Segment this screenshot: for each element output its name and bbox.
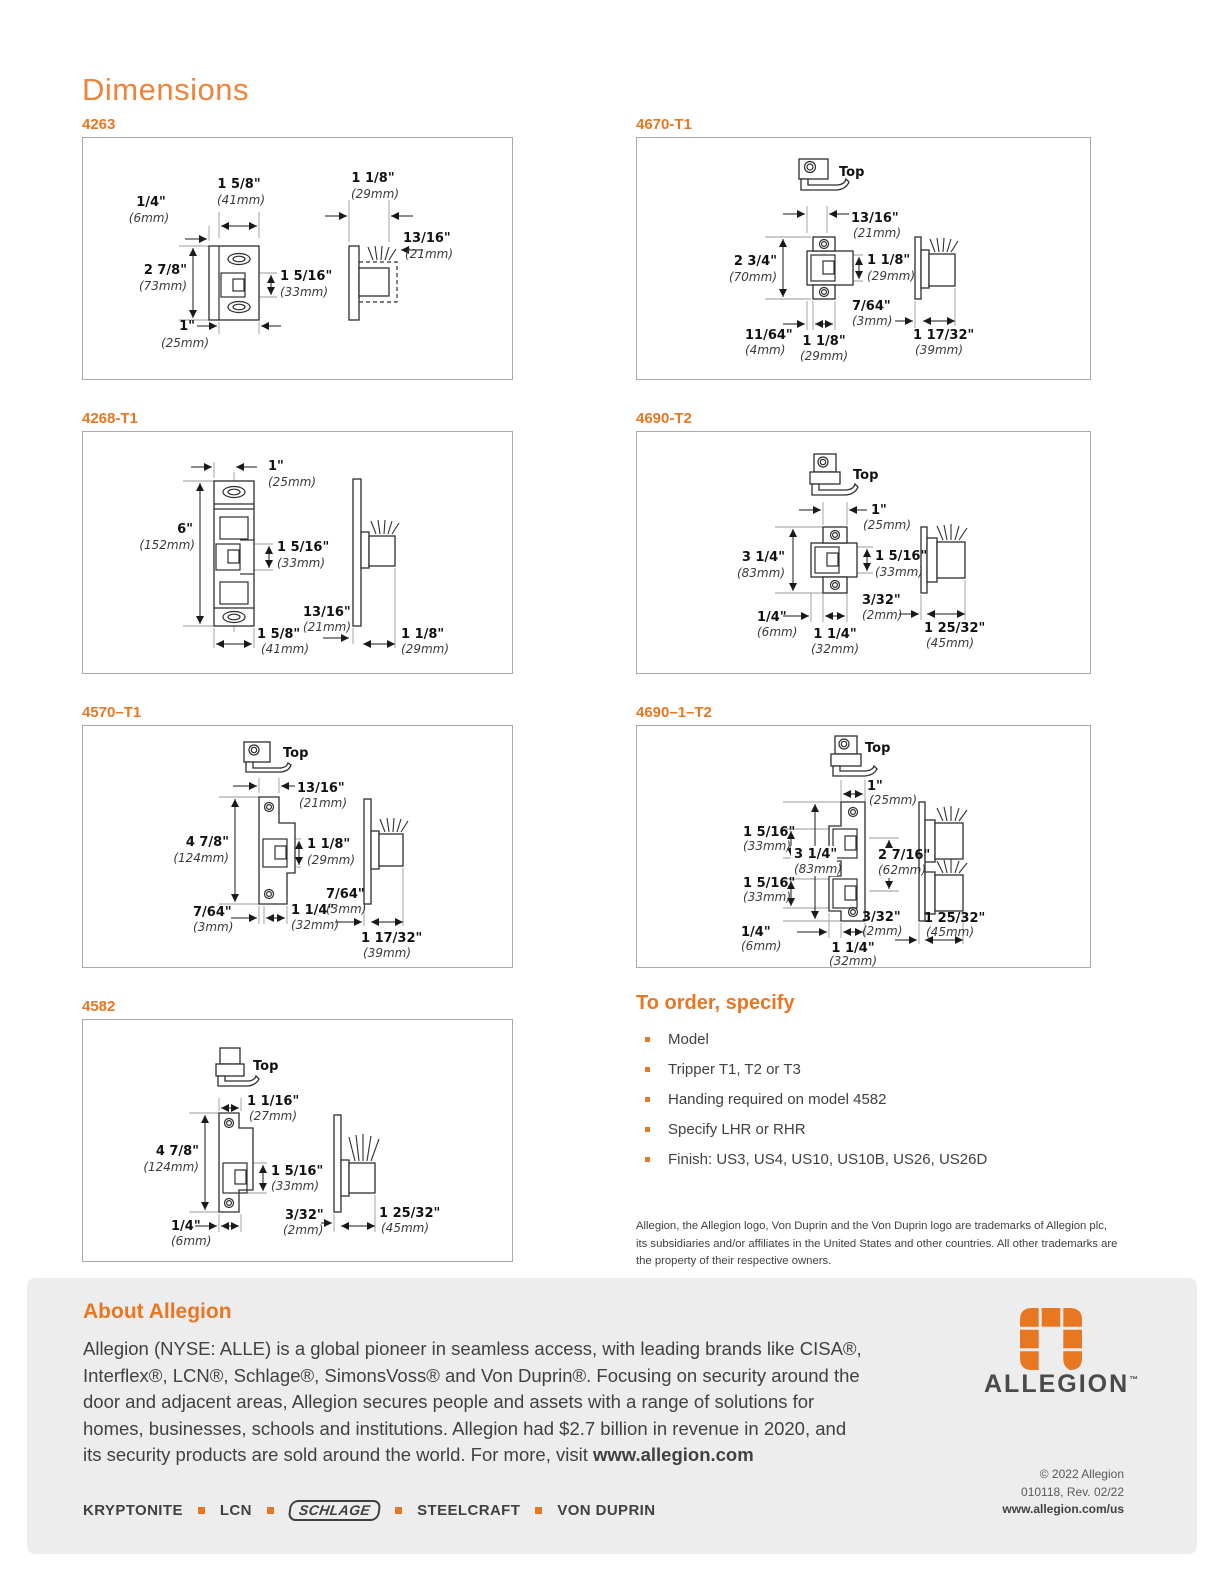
order-section [636, 992, 1118, 1181]
dim-4570-6-mm: (39mm) [363, 946, 412, 960]
dim-4268-3-in: 1 5/8" [257, 627, 301, 642]
bullet-icon [645, 1097, 650, 1102]
dim-4570-2-mm: (29mm) [307, 853, 356, 867]
panel-4582-label: 4582 [82, 998, 116, 1015]
diagram-4670 [637, 138, 1090, 379]
dim-4570-2-in: 1 1/8" [307, 837, 351, 852]
dim-4268-2-mm: (33mm) [277, 556, 326, 570]
dim-4670-1-mm: (70mm) [728, 270, 777, 284]
top-view-label: Top [865, 741, 891, 756]
panel-4670-label: 4670-T1 [636, 116, 692, 133]
dim-4570-3-in: 7/64" [193, 905, 232, 920]
about-link[interactable]: www.allegion.com [592, 1444, 754, 1465]
bullet-icon [645, 1067, 650, 1072]
dim-4570-4-mm: (32mm) [291, 918, 340, 932]
about-heading: About Allegion [83, 1300, 232, 1323]
dim-4670-3-mm: (4mm) [745, 343, 786, 357]
dim-4570-5-mm: (3mm) [326, 902, 367, 916]
dim-4670-1-in: 2 3/4" [733, 254, 777, 269]
top-view [810, 454, 858, 495]
order-item-text: Specify LHR or RHR [668, 1121, 806, 1138]
dim-4690-1-3-in: 1 5/16" [743, 876, 796, 891]
page-title: Dimensions [82, 72, 249, 107]
diagram-4263 [83, 138, 512, 379]
dim-4690t2-6-mm: (45mm) [926, 636, 975, 650]
dim-4582-0-in: 1 1/16" [247, 1094, 300, 1109]
dim-4268-2-in: 1 5/16" [277, 540, 330, 555]
dim-4690-1-0-mm: (25mm) [869, 793, 918, 807]
dim-4268-4-in: 13/16" [303, 605, 351, 620]
dim-4582-4-in: 3/32" [285, 1208, 324, 1223]
about-body: Allegion (NYSE: ALLE) is a global pioneer in seamless access, with leading brands like CISA®, Interflex®, LCN®, Schlage®, SimonsVoss® and Von Duprin®. Focusing on security around the door and adjacent areas, Allegion secures people and assets with a range of solutions for homes, businesses, schools and institutions. Allegion had $2.7 billion in revenue in 2020, and its security products are sold around the world. For more, visit [83, 1338, 862, 1465]
panel-4690-1 [636, 704, 1091, 968]
dim-4570-1-in: 4 7/8" [185, 835, 229, 850]
brand-logos [83, 1500, 656, 1521]
front-view [765, 206, 863, 330]
dim-4263-2-in: 2 7/8" [143, 263, 187, 278]
dim-4690-1-2-mm: (83mm) [794, 862, 843, 876]
dim-4690t2-2-in: 1 5/16" [875, 549, 928, 564]
dim-4268-1-in: 6" [177, 522, 193, 537]
trademark-note: Allegion, the Allegion logo, Von Duprin and the Von Duprin logo are trademarks of Allegion plc, its subsidiaries and/or affiliates in the United States and other countries. All other trademarks are the property of their respective owners. [636, 1220, 1118, 1268]
about-paragraph [83, 1336, 869, 1469]
bullet-icon [645, 1157, 650, 1162]
front-view [775, 502, 873, 622]
dim-4268-5-mm: (29mm) [401, 642, 450, 656]
dim-4690-1-4-in: 2 7/16" [878, 848, 931, 863]
dim-4690-1-0-in: 1" [867, 779, 883, 794]
dim-4582-5-mm: (45mm) [381, 1221, 430, 1235]
dim-4582-1-in: 4 7/8" [155, 1144, 199, 1159]
dim-4570-3-mm: (3mm) [193, 920, 234, 934]
copyright-line: © 2022 Allegion [1039, 1467, 1124, 1481]
panel-4268-label: 4268-T1 [82, 410, 138, 427]
order-item [636, 1061, 1118, 1078]
dim-4690t2-3-mm: (6mm) [757, 625, 798, 639]
order-heading: To order, specify [636, 992, 795, 1014]
brand-lcn: LCN [219, 1502, 252, 1519]
dim-4263-6-in: 13/16" [403, 231, 451, 246]
order-list [636, 1031, 1118, 1168]
dim-4670-5-mm: (3mm) [852, 314, 893, 328]
diagram-4582 [83, 1020, 512, 1261]
dim-4263-4-mm: (25mm) [160, 336, 210, 350]
dim-4690-1-1-in: 1 5/16" [743, 825, 796, 840]
dim-4570-5-in: 7/64" [326, 887, 365, 902]
dim-4690t2-5-mm: (2mm) [862, 608, 903, 622]
dim-4670-4-mm: (29mm) [799, 349, 849, 363]
dim-4690-1-7-mm: (2mm) [862, 924, 903, 938]
dim-4690t2-1-in: 3 1/4" [741, 550, 785, 565]
order-item [636, 1031, 1118, 1048]
dim-4582-3-in: 1/4" [171, 1219, 201, 1234]
dim-4268-1-mm: (152mm) [139, 538, 195, 552]
brand-schlage: SCHLAGE [287, 1500, 381, 1521]
dim-4582-0-mm: (27mm) [249, 1109, 298, 1123]
dim-4570-6-in: 1 17/32" [361, 931, 423, 946]
dim-4690-1-2-in: 3 1/4" [794, 847, 838, 862]
dim-4690t2-3-in: 1/4" [757, 610, 787, 625]
dim-4670-0-mm: (21mm) [853, 226, 902, 240]
front-view [183, 462, 273, 648]
side-view [321, 1115, 379, 1232]
panel-4570-label: 4570–T1 [82, 704, 142, 721]
panel-4570 [82, 704, 513, 968]
allegion-logo-text [984, 1370, 1140, 1399]
dim-4582-2-mm: (33mm) [271, 1179, 320, 1193]
dim-4690t2-6-in: 1 25/32" [924, 621, 986, 636]
footer [27, 1278, 1197, 1554]
dim-4690-1-3-mm: (33mm) [743, 890, 792, 904]
order-item-text: Handing required on model 4582 [668, 1091, 887, 1108]
dim-4690t2-0-mm: (25mm) [863, 518, 912, 532]
dim-4570-4-in: 1 1/4" [291, 903, 335, 918]
trademark-symbol: ™ [1129, 1374, 1141, 1385]
order-item [636, 1091, 1118, 1108]
dim-4263-2-mm: (73mm) [138, 279, 187, 293]
dim-4582-2-in: 1 5/16" [271, 1164, 324, 1179]
diagram-4690t2 [637, 432, 1090, 673]
panel-4690t2 [636, 410, 1091, 674]
top-view-label: Top [839, 165, 865, 180]
dim-4263-3-in: 1 5/16" [280, 269, 333, 284]
panel-4263-label: 4263 [82, 116, 116, 133]
dim-4670-2-mm: (29mm) [867, 269, 916, 283]
footer-url[interactable]: www.allegion.com/us [1002, 1502, 1124, 1516]
dim-4268-0-in: 1" [268, 459, 284, 474]
dim-4690-1-6-in: 1 1/4" [831, 941, 875, 956]
dim-4690t2-4-in: 1 1/4" [813, 627, 857, 642]
dim-4690-1-1-mm: (33mm) [743, 839, 792, 853]
top-view-label: Top [253, 1059, 279, 1074]
dim-4690t2-0-in: 1" [871, 503, 887, 518]
front-view [179, 212, 281, 334]
dim-4582-5-in: 1 25/32" [379, 1206, 441, 1221]
dim-4690-1-8-mm: (45mm) [926, 925, 975, 939]
copyright-block [1002, 1466, 1124, 1519]
revision-line: 010118, Rev. 02/22 [1021, 1484, 1124, 1499]
dim-4263-4-in: 1" [179, 319, 195, 334]
dim-4690-1-8-in: 1 25/32" [924, 911, 986, 926]
top-view-label: Top [283, 746, 309, 761]
top-view-label: Top [853, 468, 879, 483]
order-item [636, 1151, 1118, 1168]
panel-4263 [82, 116, 513, 380]
order-item-text: Finish: US3, US4, US10, US10B, US26, US26D [668, 1151, 988, 1168]
dim-4263-1-in: 1/4" [136, 195, 166, 210]
diagram-4690-1 [637, 726, 1090, 967]
dim-4268-0-mm: (25mm) [268, 475, 317, 489]
dim-4570-0-in: 13/16" [297, 781, 345, 796]
brand-steelcraft: STEELCRAFT [417, 1502, 521, 1519]
dim-4263-0-mm: (41mm) [216, 193, 266, 207]
dim-4690t2-1-mm: (83mm) [736, 566, 785, 580]
dim-4690t2-5-in: 3/32" [862, 593, 901, 608]
dim-4263-6-mm: (21mm) [405, 247, 454, 261]
dim-4670-5-in: 7/64" [852, 299, 891, 314]
order-item-text: Tripper T1, T2 or T3 [668, 1061, 801, 1078]
dim-4263-5-mm: (29mm) [350, 187, 400, 201]
dim-4690-1-6-mm: (32mm) [828, 954, 878, 967]
brand-separator [198, 1507, 205, 1514]
dim-4570-1-mm: (124mm) [173, 851, 229, 865]
dim-4263-1-mm: (6mm) [128, 211, 170, 225]
bullet-icon [645, 1127, 650, 1132]
brand-vonduprin: VON DUPRIN [557, 1502, 656, 1519]
dim-4670-2-in: 1 1/8" [867, 253, 911, 268]
front-view [219, 778, 301, 924]
brand-separator [535, 1507, 542, 1514]
dim-4670-0-in: 13/16" [851, 211, 899, 226]
dim-4263-5-in: 1 1/8" [351, 171, 395, 186]
brand-separator [267, 1507, 274, 1514]
allegion-logo-icon [1020, 1308, 1082, 1375]
order-item [636, 1121, 1118, 1138]
diagram-4268 [83, 432, 512, 673]
bullet-icon [645, 1037, 650, 1042]
dim-4670-6-mm: (39mm) [915, 343, 964, 357]
panel-4670 [636, 116, 1091, 380]
dim-4690-1-4-mm: (62mm) [878, 863, 927, 877]
dim-4690-1-5-mm: (6mm) [741, 939, 782, 953]
panel-4690-1-label: 4690–1–T2 [636, 704, 712, 721]
brand-kryptonite: KRYPTONITE [83, 1502, 183, 1519]
allegion-wordmark: ALLEGION [984, 1370, 1130, 1398]
dim-4670-6-in: 1 17/32" [913, 328, 975, 343]
dim-4690t2-2-mm: (33mm) [875, 565, 924, 579]
dim-4268-5-in: 1 1/8" [401, 627, 445, 642]
dim-4268-4-mm: (21mm) [303, 620, 352, 634]
dim-4690-1-5-in: 1/4" [741, 925, 771, 940]
dim-4582-3-mm: (6mm) [171, 1234, 212, 1248]
brand-separator [395, 1507, 402, 1514]
panel-4582 [82, 998, 513, 1262]
panel-4690t2-label: 4690-T2 [636, 410, 692, 427]
dim-4670-3-in: 11/64" [745, 328, 793, 343]
dim-4268-3-mm: (41mm) [261, 642, 310, 656]
dim-4582-4-mm: (2mm) [283, 1223, 324, 1237]
dim-4690t2-4-mm: (32mm) [810, 642, 860, 656]
diagram-4570 [83, 726, 512, 967]
dim-4690-1-7-in: 3/32" [862, 910, 901, 925]
order-item-text: Model [668, 1031, 709, 1048]
dim-4670-4-in: 1 1/8" [802, 334, 846, 349]
dim-4263-3-mm: (33mm) [280, 285, 329, 299]
dim-4582-1-mm: (124mm) [143, 1160, 199, 1174]
dim-4263-0-in: 1 5/8" [217, 177, 261, 192]
dim-4570-0-mm: (21mm) [299, 796, 348, 810]
panel-4268 [82, 410, 513, 674]
